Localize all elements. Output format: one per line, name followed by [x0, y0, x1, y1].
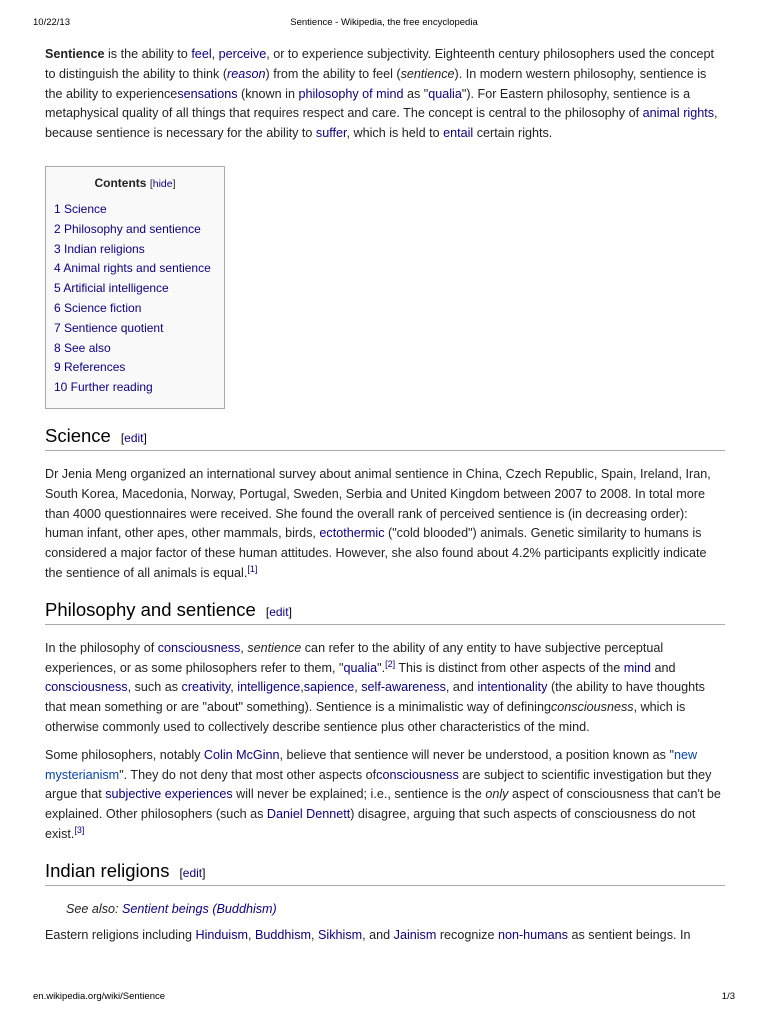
text: Some philosophers, notably [45, 747, 204, 762]
text: , [248, 927, 256, 942]
intro-paragraph [45, 45, 725, 144]
text: certain rights. [473, 126, 553, 141]
article-term: Sentience [45, 47, 105, 61]
text: , [300, 680, 304, 695]
text: , [230, 680, 238, 695]
toc-item [54, 200, 216, 220]
toc-item [54, 339, 216, 359]
bracket: [ [265, 604, 270, 619]
text: can refer to the ability of any entity to have subjective perceptual experiences, or as some philosophers refer to them, " [45, 640, 664, 675]
science-paragraph [45, 465, 725, 584]
article-content [45, 45, 725, 945]
print-footer [33, 991, 735, 1007]
bracket: [ [149, 177, 153, 190]
italic-sentience: sentience [247, 640, 302, 655]
toc-link-indian-religions[interactable]: 3 Indian religions [54, 241, 145, 256]
edit-link-science[interactable]: edit [124, 430, 144, 445]
text: Eastern religions including [45, 927, 196, 942]
text: is the ability to [104, 47, 192, 61]
bracket: ] [143, 430, 147, 445]
text: as " [403, 86, 429, 101]
italic-only: only [485, 787, 509, 802]
text: This is distinct from other aspects of the [395, 660, 624, 675]
link-buddhism[interactable]: Buddhism [255, 927, 312, 942]
toc-list [54, 200, 216, 398]
text: , [311, 927, 319, 942]
text: as sentient beings. In [567, 927, 691, 942]
link-animal-rights[interactable]: animal rights [642, 106, 715, 121]
toc-link-animal-rights[interactable]: 4 Animal rights and sentience [54, 261, 211, 276]
heading-text: Science [45, 424, 111, 446]
edit-section [179, 866, 205, 880]
text: will never be explained; i.e., sentience is the [232, 787, 486, 802]
text: ). In modern western philosophy, sentience is the ability to experience [45, 66, 707, 101]
toc-item [54, 259, 216, 279]
table-of-contents [45, 166, 225, 409]
toc-item [54, 240, 216, 260]
text: Dr Jenia Meng organized an international survey about animal sentience in China, Czech Republic, Spain, Ireland, Iran, South Korea, Macedonia, Norway, Portugal, Sweden, Serbia and United Kingdom between 2007 to 2008. In total more than 4000 questionnaires were received. She found the overall rank of perceived sentience is (in decreasing order): human infant, other apes, other mammals, birds, [45, 466, 711, 541]
text: , such as [127, 680, 182, 695]
toc-item [54, 358, 216, 378]
link-entail[interactable]: entail [443, 126, 474, 141]
bracket: ] [288, 604, 292, 619]
link-reason[interactable] [227, 67, 266, 81]
text: , because sentience is necessary for the ability to [45, 106, 718, 141]
link-hinduism[interactable]: Hinduism [195, 927, 249, 942]
text: , or to experience subjectivity. Eighteenth century philosophers used the concept to distinguish the ability to think ( [45, 47, 715, 81]
philosophy-paragraph-2 [45, 746, 725, 845]
see-also-label: See also: [66, 901, 123, 916]
link-perceive[interactable]: perceive [218, 47, 267, 61]
link-intelligence[interactable]: intelligence [237, 680, 301, 695]
bracket: [ [120, 430, 125, 445]
toc-link-references[interactable]: 9 References [54, 360, 126, 375]
toc-item [54, 378, 216, 398]
text: ) from the ability to feel ( [265, 66, 401, 81]
philosophy-paragraph-1 [45, 639, 725, 738]
link-consciousness-3[interactable]: consciousness [376, 767, 459, 782]
edit-section [266, 605, 292, 619]
ref-1-link[interactable]: [1] [247, 563, 258, 574]
link-philosophy-of-mind[interactable]: philosophy of mind [298, 86, 404, 101]
link-qualia[interactable]: qualia [428, 86, 462, 101]
bracket: ] [202, 865, 206, 880]
text: , which is otherwise commonly used to collectively describe sentience plus other characteristics of the mind. [45, 700, 686, 734]
text: , and [445, 680, 478, 695]
toc-item [54, 279, 216, 299]
text: , [211, 47, 219, 61]
text: ) disagree, arguing that such aspects of consciousness do not exist. [45, 807, 696, 841]
toc-link-further-reading[interactable]: 10 Further reading [54, 380, 153, 395]
heading-science [45, 425, 725, 451]
text: , and [362, 927, 394, 942]
text: ". They do not deny that most other aspects of [119, 767, 377, 782]
link-non-humans[interactable]: non-humans [497, 927, 568, 942]
see-also-hatnote [66, 900, 725, 920]
link-subjective-experiences[interactable]: subjective experiences [105, 787, 233, 802]
link-consciousness-2[interactable]: consciousness [45, 680, 128, 695]
text: (known in [237, 86, 299, 101]
text: "). For Eastern philosophy, sentience is a metaphysical quality of all things that requires respect and care. The concept is central to the philosophy of [45, 86, 691, 121]
text: recognize [436, 927, 498, 942]
toc-title [54, 176, 216, 190]
toc-item [54, 299, 216, 319]
ref-3-link[interactable]: [3] [74, 824, 85, 835]
italic-sentience: sentience [400, 66, 455, 81]
link-new-mysterianism[interactable]: new mysterianism [45, 747, 698, 782]
toc-hide-link[interactable]: hide [152, 177, 173, 190]
text: , believe that sentience will never be understood, a position known as " [279, 747, 674, 762]
print-page-title: Sentience - Wikipedia, the free encyclopedia [290, 17, 478, 28]
text: are subject to scientific investigation but they argue that [45, 767, 712, 802]
edit-link-indian-religions[interactable]: edit [182, 865, 203, 880]
bracket: [ [179, 865, 183, 880]
heading-philosophy [45, 599, 725, 625]
link-creativity[interactable]: creativity [181, 680, 231, 695]
link-sapience[interactable]: sapience [303, 680, 355, 695]
link-reason-text: reason [227, 66, 266, 81]
toc-link-sentience-quotient[interactable]: 7 Sentience quotient [54, 320, 164, 335]
link-feel[interactable]: feel [191, 47, 212, 61]
print-date: 10/22/13 [33, 17, 70, 28]
italic-consciousness: consciousness [550, 700, 634, 715]
text: , [240, 640, 248, 655]
text: aspect of consciousness that can't be explained. Other philosophers (such as [45, 787, 721, 822]
link-sentient-beings-buddhism[interactable]: Sentient beings (Buddhism) [122, 901, 277, 916]
link-sensations[interactable]: sensations [177, 86, 238, 101]
link-mind[interactable]: mind [623, 660, 652, 675]
toc-link-science-fiction[interactable]: 6 Science fiction [54, 300, 142, 315]
heading-indian-religions [45, 860, 725, 886]
toc-link-artificial-intelligence[interactable]: 5 Artificial intelligence [54, 281, 169, 296]
link-suffer[interactable]: suffer [315, 126, 347, 141]
heading-text: Indian religions [45, 859, 170, 881]
toc-item [54, 319, 216, 339]
print-header [33, 17, 735, 33]
toc-link-philosophy[interactable]: 2 Philosophy and sentience [54, 221, 201, 236]
print-url: en.wikipedia.org/wiki/Sentience [33, 991, 166, 1002]
text: and [651, 660, 676, 675]
link-ectothermic[interactable]: ectothermic [319, 526, 385, 541]
link-consciousness[interactable]: consciousness [157, 640, 241, 655]
link-intentionality[interactable]: intentionality [477, 680, 548, 695]
toc-item [54, 220, 216, 240]
text: , [354, 680, 362, 695]
link-sikhism[interactable]: Sikhism [318, 927, 363, 942]
text: ("cold blooded") animals. Genetic similarity to humans is considered a major factor of these human attitudes. However, she also found about 4.2% participants explicitly indicate the sentience of all animals is equal. [45, 526, 707, 580]
link-colin-mcginn[interactable]: Colin McGinn [203, 747, 280, 762]
bracket: ] [172, 177, 176, 190]
toc-hide-toggle [150, 178, 176, 190]
toc-title-text: Contents [94, 175, 147, 190]
text: In the philosophy of [45, 640, 158, 655]
edit-section [121, 431, 147, 445]
toc-link-see-also[interactable]: 8 See also [54, 340, 111, 355]
text: , which is held to [346, 126, 444, 141]
toc-link-science[interactable]: 1 Science [54, 201, 107, 216]
text: (the ability to have thoughts that mean something or are "about" something). Sentience is a minimalistic way of defining [45, 680, 705, 715]
edit-link-philosophy[interactable]: edit [269, 604, 289, 619]
ref-2-link[interactable]: [2] [385, 658, 396, 669]
link-daniel-dennett[interactable]: Daniel Dennett [266, 807, 351, 822]
text: ". [377, 660, 386, 675]
link-jainism[interactable]: Jainism [393, 927, 437, 942]
link-self-awareness[interactable]: self-awareness [361, 680, 446, 695]
print-page-number: 1/3 [721, 991, 735, 1002]
link-qualia[interactable]: qualia [343, 660, 378, 675]
indian-paragraph [45, 926, 725, 946]
heading-text: Philosophy and sentience [45, 598, 256, 620]
